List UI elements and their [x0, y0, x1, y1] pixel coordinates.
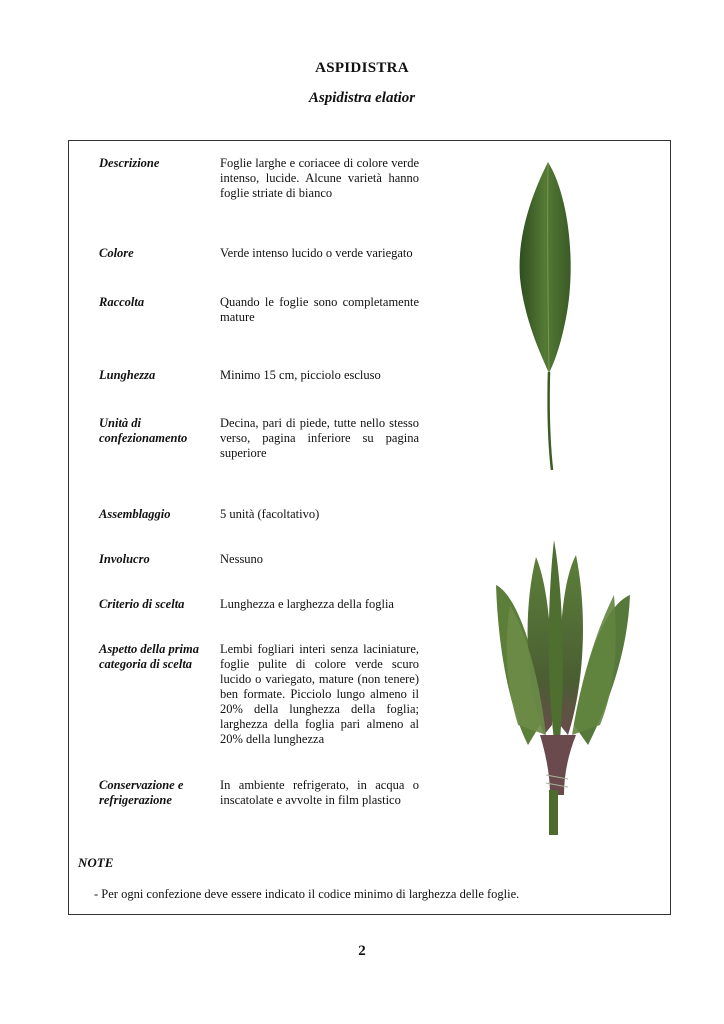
field-label: Criterio di scelta — [99, 597, 185, 611]
note-title: NOTE — [78, 855, 114, 870]
field-value: 5 unità (facoltativo) — [220, 507, 320, 521]
field-label: Lunghezza — [99, 368, 156, 382]
note-text: - Per ogni confezione deve essere indicato il codice minimo di larghezza delle foglie. — [94, 887, 520, 901]
field-value: Nessuno — [220, 552, 264, 566]
field-label: Assemblaggio — [99, 507, 171, 521]
field-label: Raccolta — [99, 295, 145, 309]
document-title: ASPIDISTRA — [315, 60, 409, 76]
field-value: Decina, pari di piede, tutte nello stesso verso, pagina inferiore su pagina superiore — [220, 416, 419, 460]
field-label: Colore — [99, 246, 134, 260]
field-label: Conservazione e refrigerazione — [99, 778, 184, 807]
leaf-bunch-photo — [488, 535, 634, 837]
single-leaf-photo — [500, 158, 600, 474]
field-value: Lunghezza e larghezza della foglia — [220, 597, 394, 611]
page-number: 2 — [358, 943, 366, 959]
field-value: In ambiente refrigerato, in acqua o inscatolate e avvolte in film plastico — [220, 778, 419, 807]
field-label: Involucro — [99, 552, 150, 566]
field-label: Unità di confezionamento — [99, 416, 188, 445]
field-value: Verde intenso lucido o verde variegato — [220, 246, 413, 260]
field-label: Aspetto della prima categoria di scelta — [99, 642, 199, 671]
field-value: Lembi fogliari interi senza laciniature, foglie pulite di colore verde scuro lucido o variegato, mature (non tenere) ben formate. Picciolo lungo almeno il 20% della lunghezza della foglia; larghezza della foglia pari almeno al 20% della lunghezza — [220, 642, 419, 746]
document-subtitle: Aspidistra elatior — [308, 90, 416, 106]
field-label: Descrizione — [99, 156, 160, 170]
field-value: Quando le foglie sono completamente mature — [220, 295, 419, 324]
field-value: Foglie larghe e coriacee di colore verde intenso, lucide. Alcune varietà hanno foglie striate di bianco — [220, 156, 419, 200]
field-value: Minimo 15 cm, picciolo escluso — [220, 368, 381, 382]
